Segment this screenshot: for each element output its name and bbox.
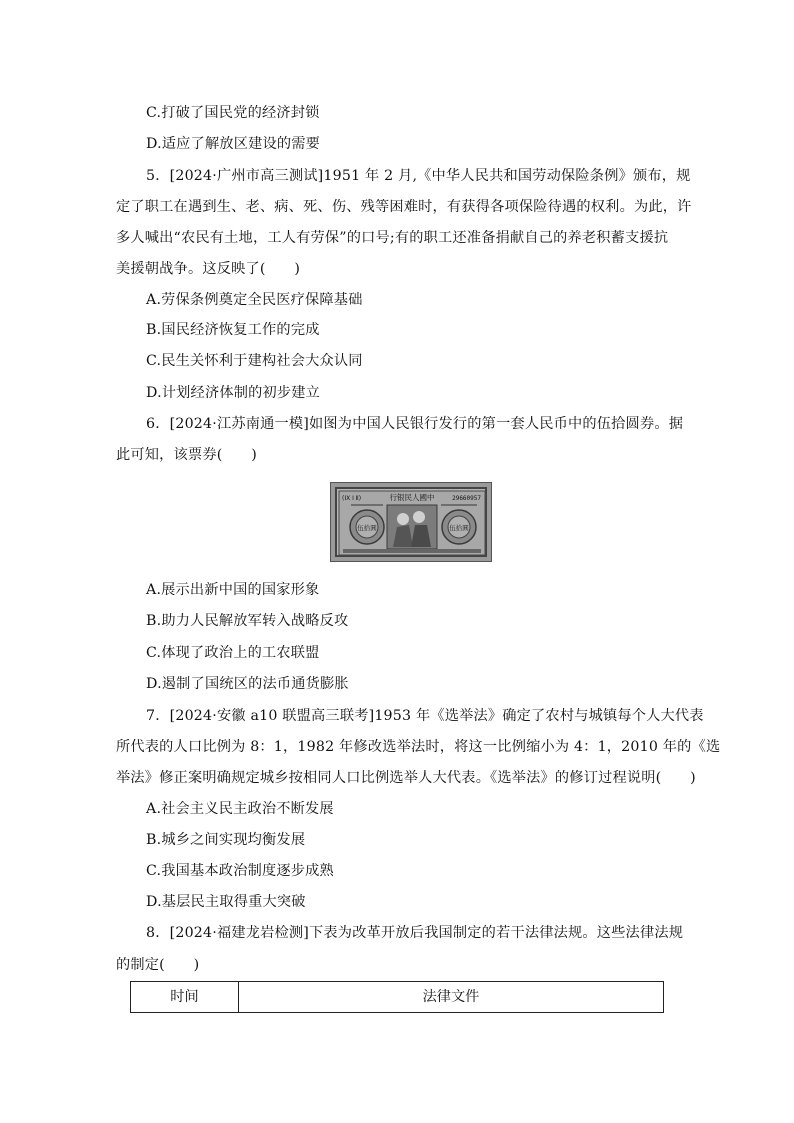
banknote-illustration [331, 483, 492, 562]
q6-option-b: B.助力人民解放军转入战略反攻 [146, 613, 349, 629]
q6-option-a: A.展示出新中国的国家形象 [146, 582, 320, 598]
q5-option-b: B.国民经济恢复工作的完成 [146, 322, 320, 338]
banknote-image [330, 482, 492, 562]
q4-option-d: D.适应了解放区建设的需要 [146, 136, 321, 152]
q5-option-c: C.民生关怀利于建构社会大众认同 [146, 353, 363, 369]
q7-stem-line-2: 所代表的人口比例为 8：1，1982 年修改选举法时，将这一比例缩小为 4：1，2010 年的《选 [116, 739, 721, 755]
q4-option-c: C.打破了国民党的经济封锁 [146, 105, 320, 121]
q8-stem-line-1: 8．[2024·福建龙岩检测]下表为改革开放后我国制定的若干法律法规。这些法律法规 [146, 925, 684, 941]
q5-option-d: D.计划经济体制的初步建立 [146, 385, 321, 401]
q6-stem-line-1: 6．[2024·江苏南通一模]如图为中国人民银行发行的第一套人民币中的伍拾圆券。据 [146, 416, 684, 432]
q6-option-d: D.遏制了国统区的法币通货膨胀 [146, 676, 349, 692]
table-header-law-document: 法律文件 [422, 989, 480, 1005]
q5-stem-line-2: 定了职工在遇到生、老、病、死、伤、残等困难时，有获得各项保险待遇的权利。为此，许 [116, 199, 692, 215]
banknote-denomination-right: 伍拾圓 [449, 524, 469, 532]
banknote-prefix: (IX I Ⅱ) [342, 495, 362, 502]
q5-option-a: A.劳保条例奠定全民医疗保障基础 [146, 292, 363, 308]
q8-stem-line-2: 的制定( ) [116, 957, 200, 973]
q7-stem-line-3: 举法》修正案明确规定城乡按相同人口比例选举人大代表。《选举法》的修订过程说明( ) [116, 770, 696, 786]
q5-stem-line-1: 5．[2024·广州市高三测试]1951 年 2 月,《中华人民共和国劳动保险条例》颁布，规 [146, 168, 691, 184]
q8-law-table [130, 981, 664, 1013]
q7-option-a: A.社会主义民主政治不断发展 [146, 801, 334, 817]
banknote-serial: 29660957 [452, 495, 481, 502]
q7-option-c: C.我国基本政治制度逐步成熟 [146, 863, 334, 879]
q6-stem-line-2: 此可知，该票券( ) [116, 447, 257, 463]
q5-stem-line-4: 美援朝战争。这反映了( ) [116, 261, 301, 277]
q6-option-c: C.体现了政治上的工农联盟 [146, 645, 320, 661]
q5-stem-line-3: 多人喊出“农民有土地，工人有劳保”的口号;有的职工还准备捐献自己的养老积蓄支援抗 [116, 230, 669, 246]
banknote-denomination-left: 伍拾圓 [357, 524, 377, 532]
table-header-time: 时间 [131, 982, 239, 1012]
banknote-title: 行银民人國中 [389, 493, 435, 502]
q7-stem-line-1: 7．[2024·安徽 a10 联盟高三联考]1953 年《选举法》确定了农村与城镇每个人大代表 [146, 708, 704, 724]
q7-option-d: D.基层民主取得重大突破 [146, 894, 306, 910]
q7-option-b: B.城乡之间实现均衡发展 [146, 832, 306, 848]
